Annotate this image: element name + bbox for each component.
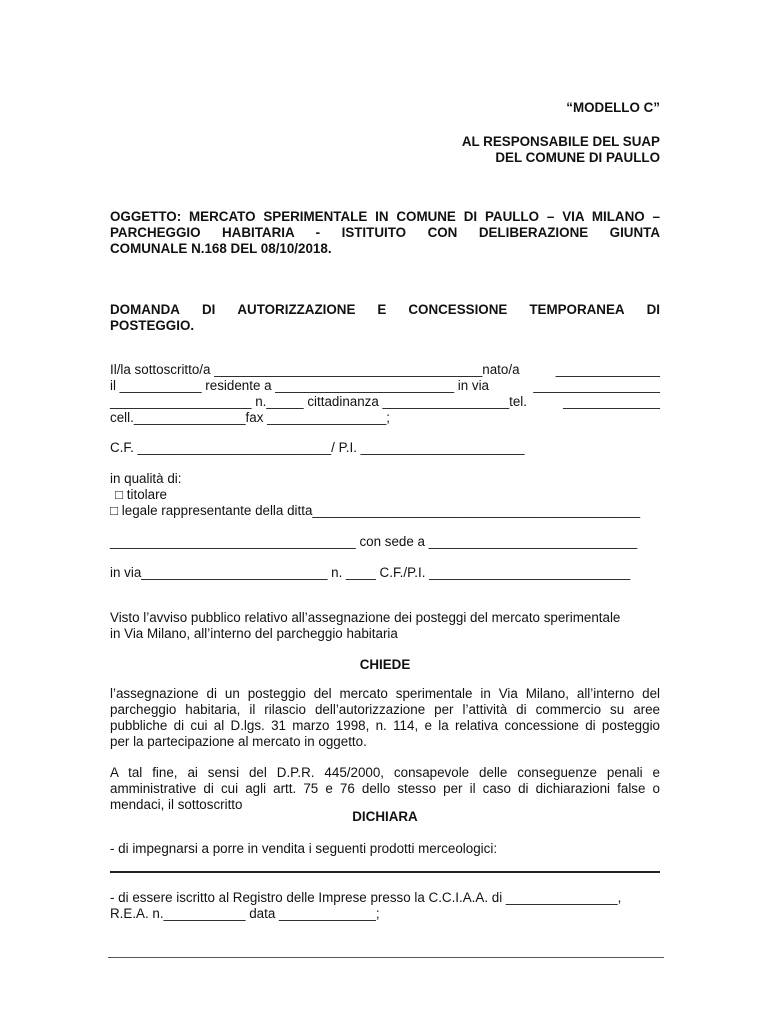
recipient-block xyxy=(110,134,660,166)
domanda-line-2: POSTEGGIO. xyxy=(110,318,195,333)
fine-line-1: A tal fine, ai sensi del D.P.R. 445/2000, consapevole delle conseguenze penali e xyxy=(110,765,660,780)
anagrafica-row-3 xyxy=(110,394,660,410)
chiede-block xyxy=(110,686,660,750)
dichiara-item-1-block xyxy=(110,841,660,857)
nato-field: ______________ xyxy=(555,362,660,377)
dichiara-heading: DICHIARA xyxy=(352,809,418,824)
titolare-option: □ titolare xyxy=(115,487,167,502)
prodotti-line xyxy=(110,871,660,873)
dichiara-heading-block xyxy=(110,809,660,825)
domanda-word: DI xyxy=(646,302,660,317)
cf-pi-field: C.F. __________________________/ P.I. ______________________ xyxy=(110,440,525,455)
modello-title: “MODELLO C” xyxy=(566,100,660,115)
via-row xyxy=(110,565,660,581)
sede-field: _________________________________ con sede a ____________________________ xyxy=(110,534,638,549)
domanda-word: DI xyxy=(201,302,216,317)
oggetto-line-1: OGGETTO: MERCATO SPERIMENTALE IN COMUNE DI PAULLO – VIA MILANO – xyxy=(110,209,660,224)
domanda-word: DOMANDA xyxy=(110,302,180,317)
via-field: _________________ xyxy=(533,378,660,393)
recipient-line-1: AL RESPONSABILE DEL SUAP xyxy=(461,134,660,149)
chiede-heading-block xyxy=(110,657,660,673)
cittadinanza-field: ___________________ n._____ cittadinanza _________________tel. xyxy=(110,394,527,409)
domanda-block xyxy=(110,302,660,334)
recipient-line-2: DEL COMUNE DI PAULLO xyxy=(495,150,660,165)
chiede-heading: CHIEDE xyxy=(359,657,411,672)
chiede-line-4: per la partecipazione al mercato in oggetto. xyxy=(110,734,367,749)
anagrafica-row-2 xyxy=(110,378,660,394)
cf-row xyxy=(110,440,660,456)
chiede-line-1: l’assegnazione di un posteggio del mercato sperimentale in Via Milano, all’interno del xyxy=(110,686,660,701)
visto-line-2: in Via Milano, all’interno del parcheggio habitaria xyxy=(110,626,398,641)
via-cf-field: in via_________________________ n. ____ C.F./P.I. ___________________________ xyxy=(110,565,631,580)
dichiara-item-2-line-1: - di essere iscritto al Registro delle Imprese presso la C.C.I.A.A. di _______________, xyxy=(110,890,622,905)
visto-block xyxy=(110,610,660,642)
visto-line-1: Visto l’avviso pubblico relativo all’assegnazione dei posteggi del mercato sperimentale xyxy=(110,610,621,625)
domanda-word: TEMPORANEA xyxy=(529,302,625,317)
sede-row xyxy=(110,534,660,550)
chiede-line-2: parcheggio habitaria, il rilascio dell’autorizzazione per l’attività di commercio su aree xyxy=(110,702,660,717)
residente-field: il ___________ residente a ________________________ in via xyxy=(110,378,489,393)
dichiara-item-1: - di impegnarsi a porre in vendita i seguenti prodotti merceologici: xyxy=(110,841,498,856)
dichiara-item-2-line-2: R.E.A. n.___________ data _____________; xyxy=(110,906,380,921)
sottoscritto-field: Il/la sottoscritto/a ____________________________________nato/a xyxy=(110,362,520,377)
fine-line-3: mendaci, il sottoscritto xyxy=(110,797,243,812)
domanda-line-1 xyxy=(110,302,660,318)
qualita-label: in qualità di: xyxy=(110,471,182,486)
modello-label xyxy=(110,100,660,116)
fine-line-2: amministrative di cui agli artt. 75 e 76 dello stesso per il caso di dichiarazioni false o xyxy=(110,781,660,796)
tel-field: _____________ xyxy=(563,394,660,409)
chiede-line-3: pubbliche di cui al D.lgs. 31 marzo 1998, n. 114, e la relativa concessione di posteggio xyxy=(110,718,660,733)
domanda-word: E xyxy=(377,302,387,317)
anagrafica-block xyxy=(110,362,660,426)
dichiara-item-2-block xyxy=(110,890,660,922)
qualita-block xyxy=(110,471,660,519)
legale-rappresentante-option: □ legale rappresentante della ditta____________________________________________ xyxy=(110,503,641,518)
oggetto-line-2: PARCHEGGIO HABITARIA - ISTITUITO CON DELIBERAZIONE GIUNTA xyxy=(110,225,660,240)
footer-divider xyxy=(108,957,664,958)
cell-fax-field: cell._______________fax ________________; xyxy=(110,410,390,425)
anagrafica-row-1 xyxy=(110,362,660,378)
domanda-word: AUTORIZZAZIONE xyxy=(237,302,356,317)
domanda-word: CONCESSIONE xyxy=(408,302,508,317)
oggetto-block xyxy=(110,209,660,257)
fine-block xyxy=(110,765,660,813)
oggetto-line-3: COMUNALE N.168 DEL 08/10/2018. xyxy=(110,241,332,256)
